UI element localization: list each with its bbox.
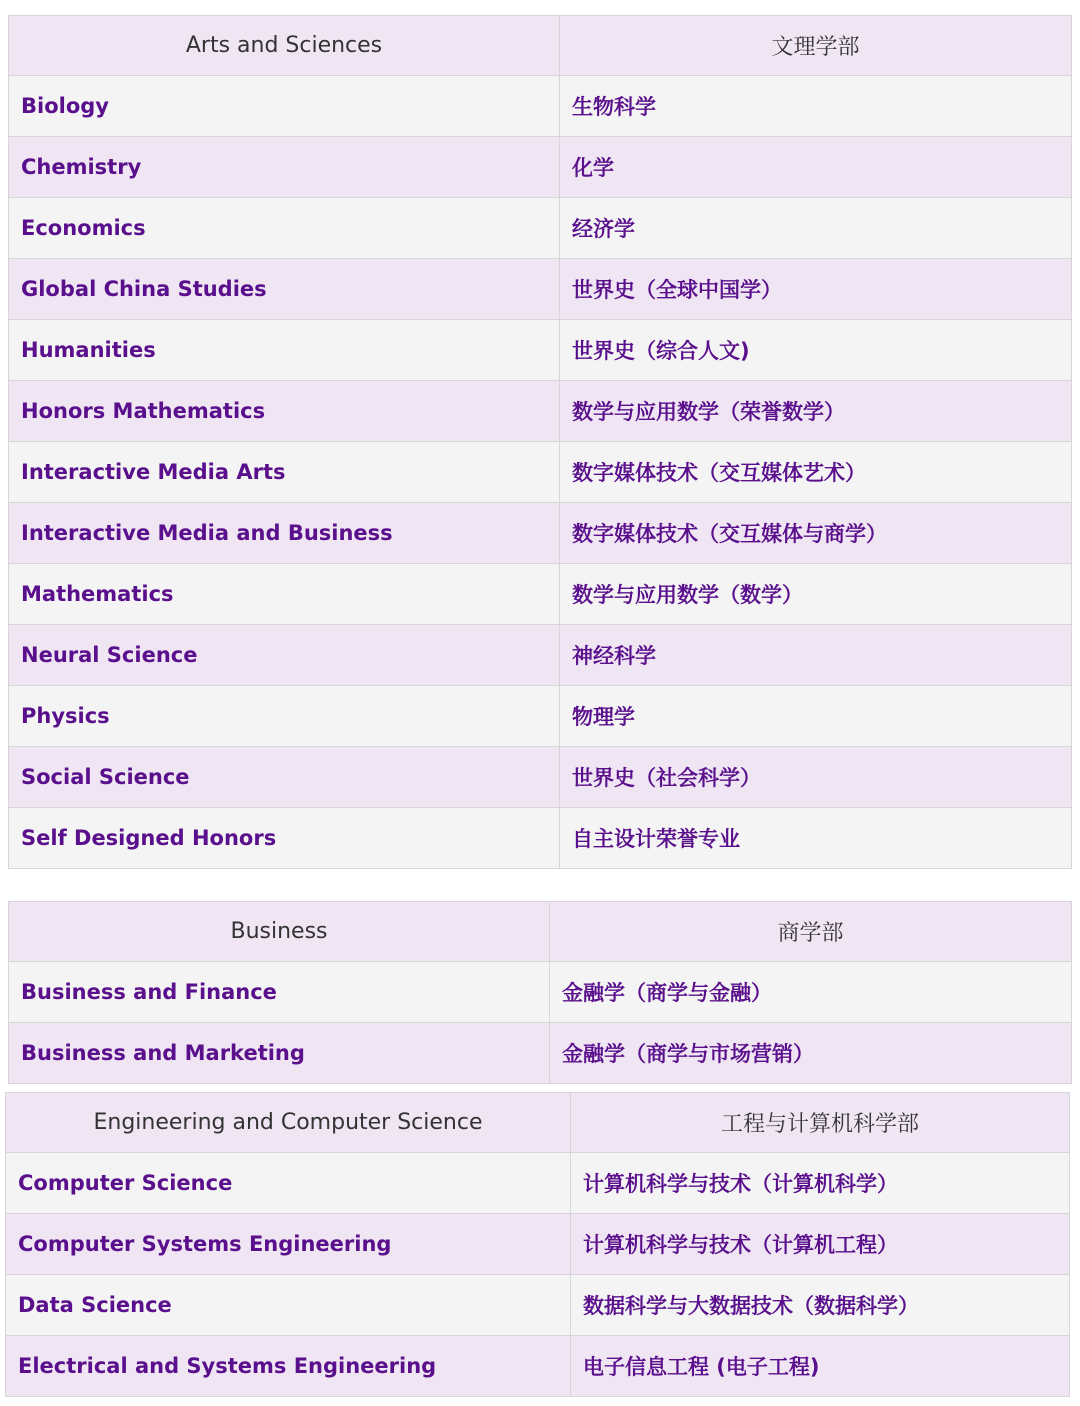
engineering-computer-science-table — [5, 1092, 1070, 1397]
major-name-english: Chemistry — [9, 137, 560, 198]
major-name-english: Computer Science — [6, 1153, 571, 1214]
major-name-english: Social Science — [9, 747, 560, 808]
major-name-chinese: 金融学（商学与市场营销） — [550, 1023, 1072, 1084]
major-name-chinese: 计算机科学与技术（计算机工程） — [571, 1214, 1070, 1275]
major-name-chinese: 计算机科学与技术（计算机科学） — [571, 1153, 1070, 1214]
major-name-english: Interactive Media Arts — [9, 442, 560, 503]
table-row — [9, 1023, 1072, 1084]
column-header-chinese: 工程与计算机科学部 — [571, 1093, 1070, 1153]
major-name-english: Business and Marketing — [9, 1023, 550, 1084]
major-name-chinese: 数据科学与大数据技术（数据科学） — [571, 1275, 1070, 1336]
table-header-row — [6, 1093, 1070, 1153]
table-row — [6, 1336, 1070, 1397]
column-header-english: Engineering and Computer Science — [6, 1093, 571, 1153]
column-header-chinese: 商学部 — [550, 902, 1072, 962]
major-name-english: Mathematics — [9, 564, 560, 625]
major-name-english: Data Science — [6, 1275, 571, 1336]
major-name-chinese: 数字媒体技术（交互媒体与商学） — [560, 503, 1072, 564]
major-name-chinese: 世界史（全球中国学） — [560, 259, 1072, 320]
table-row — [9, 808, 1072, 869]
major-name-chinese: 经济学 — [560, 198, 1072, 259]
major-name-chinese: 自主设计荣誉专业 — [560, 808, 1072, 869]
table-header-row — [9, 16, 1072, 76]
table-row — [9, 442, 1072, 503]
major-name-english: Neural Science — [9, 625, 560, 686]
major-name-english: Humanities — [9, 320, 560, 381]
major-name-english: Business and Finance — [9, 962, 550, 1023]
table-row — [9, 259, 1072, 320]
table-row — [9, 564, 1072, 625]
table-row — [9, 381, 1072, 442]
table-row — [6, 1153, 1070, 1214]
major-name-chinese: 世界史（社会科学） — [560, 747, 1072, 808]
column-header-english: Business — [9, 902, 550, 962]
major-name-english: Computer Systems Engineering — [6, 1214, 571, 1275]
major-name-english: Biology — [9, 76, 560, 137]
table-row — [9, 76, 1072, 137]
table-row — [9, 198, 1072, 259]
major-name-chinese: 数学与应用数学（数学） — [560, 564, 1072, 625]
column-header-chinese: 文理学部 — [560, 16, 1072, 76]
table-row — [6, 1214, 1070, 1275]
major-name-chinese: 生物科学 — [560, 76, 1072, 137]
business-table — [8, 901, 1072, 1084]
table-header-row — [9, 902, 1072, 962]
major-name-chinese: 物理学 — [560, 686, 1072, 747]
major-name-english: Electrical and Systems Engineering — [6, 1336, 571, 1397]
table-row — [9, 625, 1072, 686]
major-name-english: Physics — [9, 686, 560, 747]
major-name-chinese: 数字媒体技术（交互媒体艺术） — [560, 442, 1072, 503]
major-name-english: Self Designed Honors — [9, 808, 560, 869]
major-name-chinese: 化学 — [560, 137, 1072, 198]
table-row — [9, 503, 1072, 564]
table-row — [9, 962, 1072, 1023]
column-header-english: Arts and Sciences — [9, 16, 560, 76]
table-row — [9, 137, 1072, 198]
major-name-english: Economics — [9, 198, 560, 259]
major-name-chinese: 数学与应用数学（荣誉数学） — [560, 381, 1072, 442]
major-name-english: Global China Studies — [9, 259, 560, 320]
major-name-chinese: 金融学（商学与金融） — [550, 962, 1072, 1023]
table-row — [6, 1275, 1070, 1336]
major-name-english: Honors Mathematics — [9, 381, 560, 442]
table-row — [9, 747, 1072, 808]
major-name-chinese: 电子信息工程 (电子工程) — [571, 1336, 1070, 1397]
major-name-chinese: 世界史（综合人文) — [560, 320, 1072, 381]
table-row — [9, 686, 1072, 747]
table-row — [9, 320, 1072, 381]
arts-and-sciences-table — [8, 15, 1072, 869]
major-name-english: Interactive Media and Business — [9, 503, 560, 564]
major-name-chinese: 神经科学 — [560, 625, 1072, 686]
